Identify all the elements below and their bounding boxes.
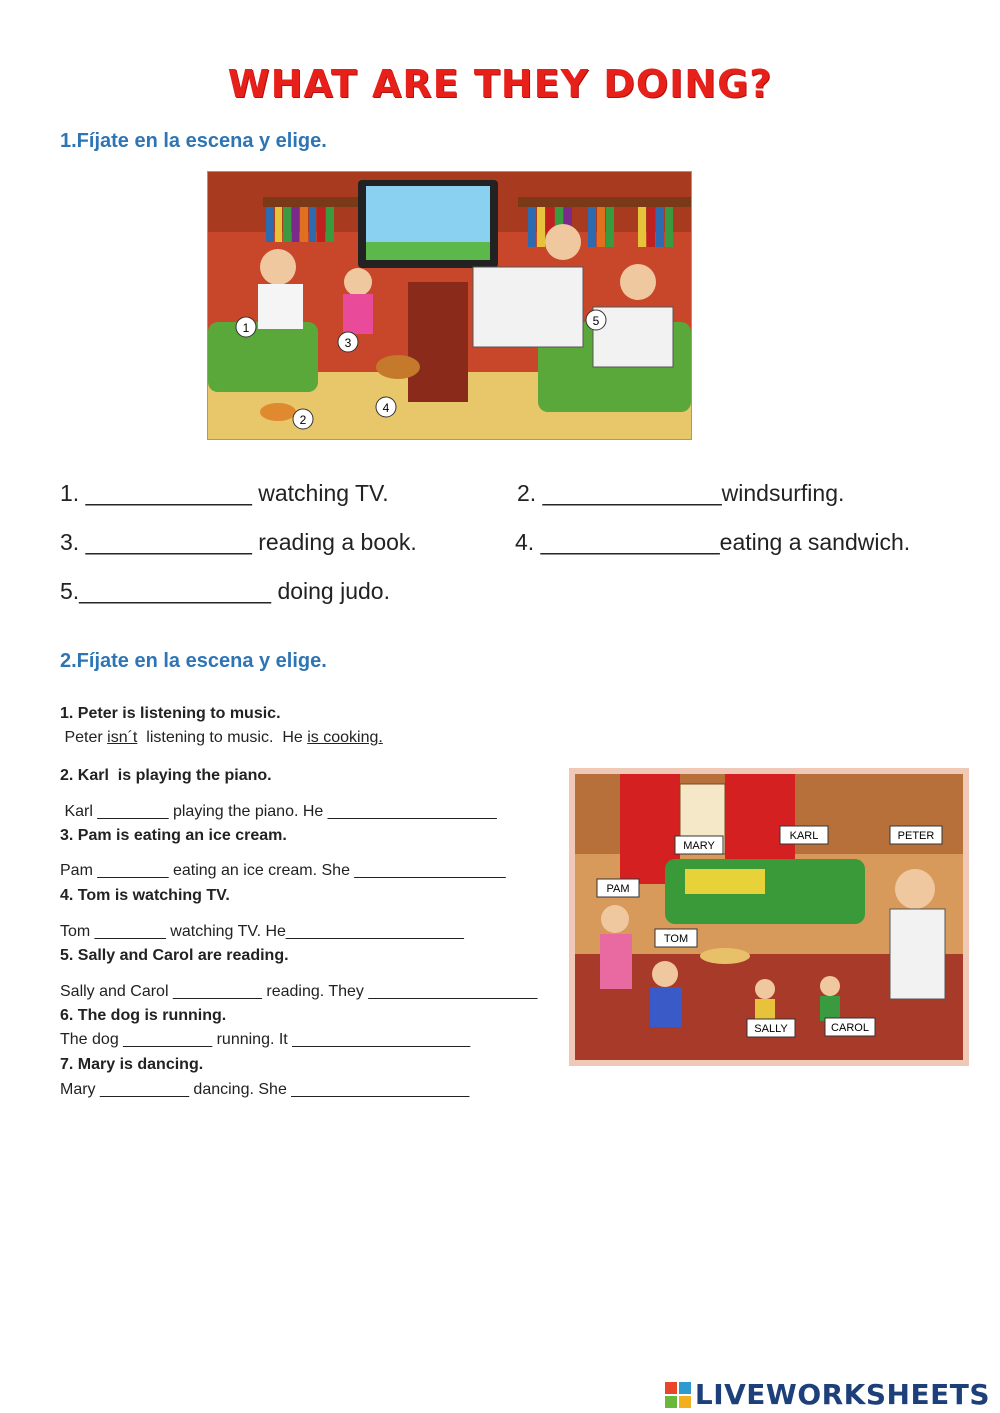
label-tom-text: TOM [663, 933, 689, 945]
liveworksheets-logo [665, 1378, 990, 1411]
scene-label-pam [597, 879, 639, 897]
exercise-2-answer-3: Pam ________ eating an ice cream. She _________________ [60, 862, 506, 879]
exercise-1-item-1: 1. _____________ watching TV. [60, 480, 389, 506]
scene-label-mary [675, 836, 723, 854]
label-mary-text: MARY [683, 840, 715, 852]
scene-label-sally [747, 1019, 795, 1037]
label-sally-text: SALLY [754, 1023, 788, 1035]
scene-marker-4 [376, 397, 396, 417]
exercise-1-item-4: 4. ______________eating a sandwich. [515, 529, 911, 555]
books-left [266, 207, 334, 242]
exercise-1-item-2: 2. ______________windsurfing. [517, 480, 845, 506]
worksheet-title: WHAT ARE THEY DOING? [227, 62, 773, 106]
scene-label-karl [780, 826, 828, 844]
marker-1-label: 1 [242, 321, 250, 335]
marker-4-label: 4 [382, 401, 390, 415]
exercise-2-prompt-4: 4. Tom is watching TV. [60, 887, 230, 904]
example-answer-negative: isn´t [107, 729, 138, 746]
exercise-2-answer-7: Mary __________ dancing. She ____________________ [60, 1081, 470, 1098]
living-room-scene-image [207, 171, 692, 440]
section-2-heading: 2.Fíjate en la escena y elige. [60, 650, 327, 672]
exercise-2-answer-4: Tom ________ watching TV. He____________________ [60, 923, 464, 940]
label-carol-text: CAROL [831, 1022, 869, 1034]
scene-marker-1 [236, 317, 256, 337]
marker-2-label: 2 [299, 413, 307, 427]
label-peter-text: PETER [897, 830, 935, 842]
exercise-2-prompt-7: 7. Mary is dancing. [60, 1056, 204, 1073]
exercise-2-prompt-6: 6. The dog is running. [60, 1007, 227, 1024]
scene-label-peter [890, 826, 942, 844]
label-pam-text: PAM [606, 883, 630, 895]
scene-marker-2 [293, 409, 313, 429]
exercise-1-item-3: 3. _____________ reading a book. [60, 529, 417, 555]
example-answer-positive: is cooking. [307, 729, 383, 746]
scene-label-tom [655, 929, 697, 947]
liveworksheets-logo-text: LIVEWORKSHEETS [694, 1378, 990, 1411]
family-room-illustration [575, 774, 963, 1060]
example-answer-part2: listening to music. He [137, 729, 308, 746]
exercise-2-prompt-5: 5. Sally and Carol are reading. [60, 947, 289, 964]
marker-3-label: 3 [344, 336, 352, 350]
exercise-2-prompt-2: 2. Karl is playing the piano. [60, 767, 272, 784]
exercise-2-example-answer [60, 729, 383, 747]
scene-marker-3 [338, 332, 358, 352]
label-karl-text: KARL [789, 830, 819, 842]
exercise-2-answer-2: Karl ________ playing the piano. He ___________________ [60, 803, 497, 820]
family-room-scene-image [569, 768, 969, 1066]
exercise-2-example-prompt: 1. Peter is listening to music. [60, 705, 281, 722]
scene-marker-5 [586, 310, 606, 330]
exercise-2-answer-5: Sally and Carol __________ reading. They ___________________ [60, 983, 538, 1000]
scene-label-carol [825, 1018, 875, 1036]
exercise-2-prompt-3: 3. Pam is eating an ice cream. [60, 827, 287, 844]
liveworksheets-logo-icon [665, 1382, 691, 1408]
section-1-heading: 1.Fíjate en la escena y elige. [60, 130, 327, 152]
living-room-illustration [208, 172, 691, 439]
exercise-1-item-5: 5._______________ doing judo. [60, 578, 390, 604]
exercise-2-answer-6: The dog __________ running. It ____________________ [60, 1031, 471, 1048]
example-answer-part1: Peter [60, 729, 108, 746]
marker-5-label: 5 [592, 314, 600, 328]
